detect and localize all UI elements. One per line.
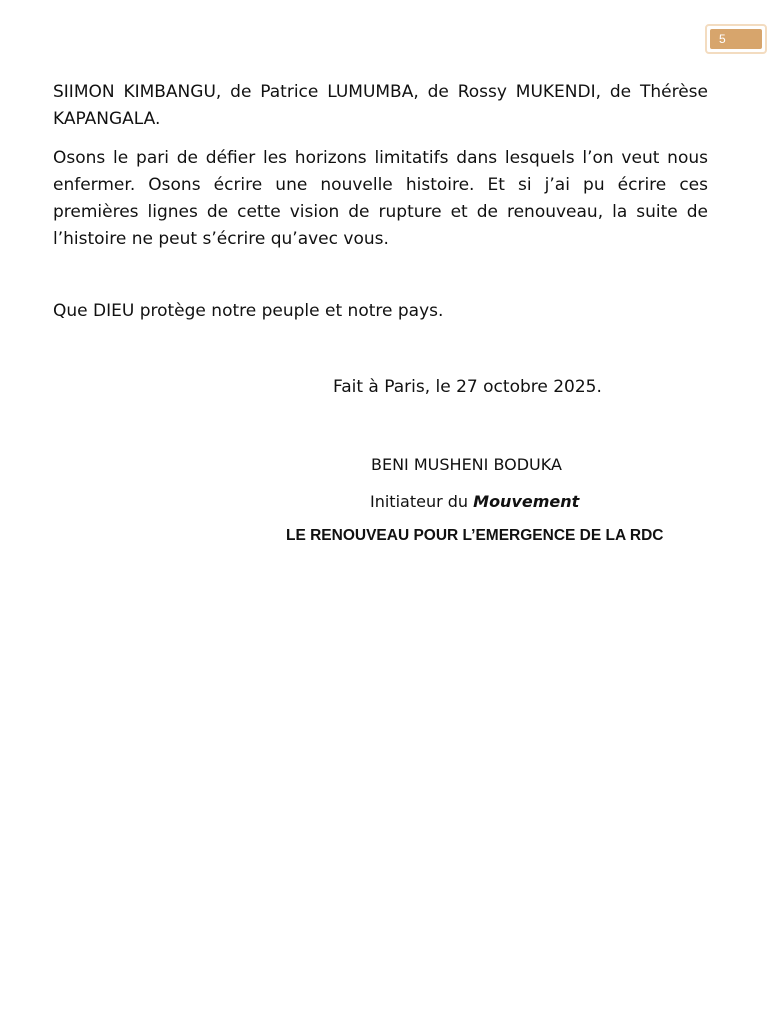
place-date: Fait à Paris, le 27 octobre 2025. xyxy=(333,377,602,397)
title-prefix: Initiateur du xyxy=(370,492,474,511)
title-emphasis: Mouvement xyxy=(473,492,580,511)
movement-name: LE RENOUVEAU POUR L’EMERGENCE DE LA RDC xyxy=(286,527,664,544)
page-number: 5 xyxy=(710,29,762,49)
signatory-title xyxy=(370,488,579,515)
signatory-name: BENI MUSHENI BODUKA xyxy=(371,455,562,474)
paragraph-vision: Osons le pari de défier les horizons limitatifs dans lesquels l’on veut nous enfermer. Osons écrire une nouvelle histoire. Et si j’ai pu écrire ces premières lignes de cette vision de rupture et de renouveau, la suite de l’histoire ne peut s’écrire qu’avec vous. xyxy=(53,148,708,249)
paragraph-blessing: Que DIEU protège notre peuple et notre pays. xyxy=(53,301,444,321)
paragraph-names: SIIMON KIMBANGU, de Patrice LUMUMBA, de Rossy MUKENDI, de Thérèse KAPANGALA. xyxy=(53,82,708,129)
page-number-badge xyxy=(705,24,767,54)
